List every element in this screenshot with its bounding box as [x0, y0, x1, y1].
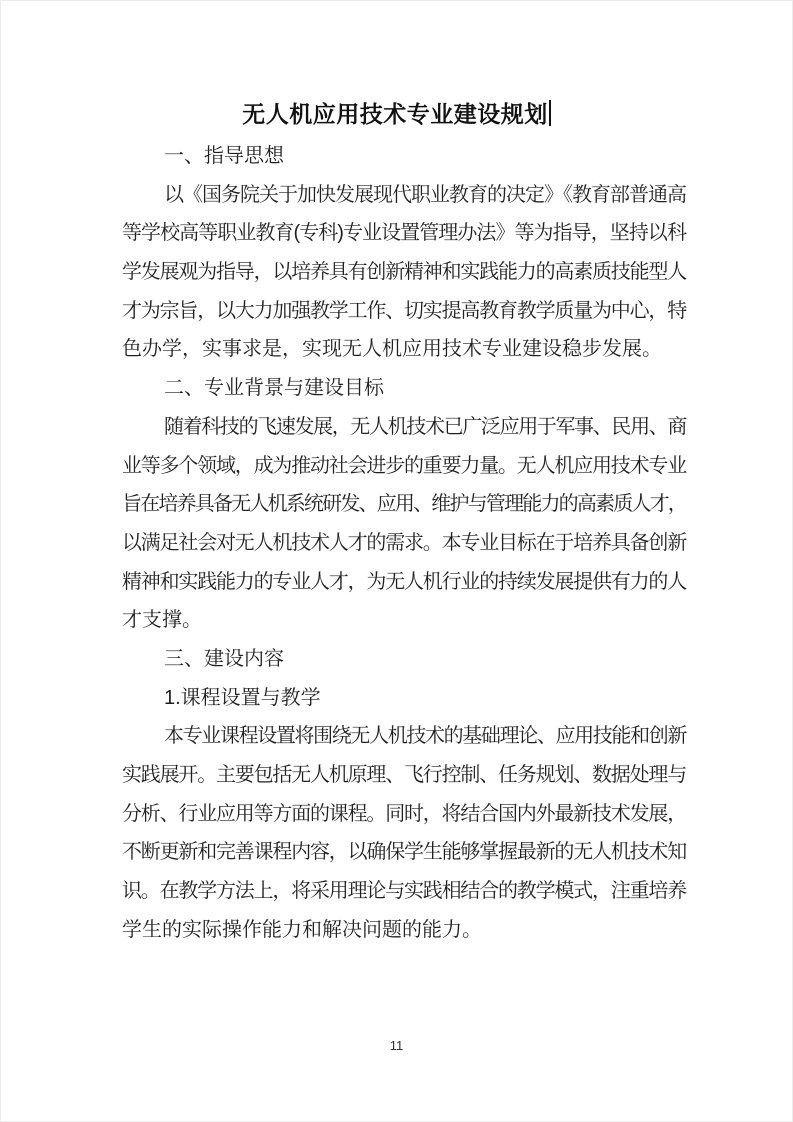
body-line-text: 本专业课程设置将围绕无人机技术的基础理论、应用技能和创新	[164, 725, 686, 748]
body-line-text: 以满足社会对无人机技术人才的需求。本专业目标在于培养具备创新	[122, 531, 686, 554]
body-line	[122, 833, 686, 872]
body-line	[122, 292, 686, 331]
body-line	[122, 717, 686, 756]
body-line-text: 业等多个领域，成为推动社会进步的重要力量。无人机应用技术专业	[122, 454, 686, 477]
body-line	[122, 253, 686, 292]
page-number: 11	[389, 1038, 404, 1053]
section-heading-1: 一、指导思想	[164, 145, 284, 167]
body-line-text: 才为宗旨，以大力加强教学工作、切实提高教育教学质量为中心，特	[122, 299, 686, 322]
section-subheading: 1.课程设置与教学	[164, 686, 321, 709]
body-line-text: 实践展开。主要包括无人机原理、飞行控制、任务规划、数据处理与	[122, 764, 686, 786]
body-line-text: 识。在教学方法上，将采用理论与实践相结合的教学模式，注重培养	[122, 880, 686, 903]
body-line	[122, 872, 686, 911]
body-line-text: 以《国务院关于加快发展现代职业教育的决定》《教育部普通高	[164, 183, 686, 206]
section-heading-3: 三、建设内容	[164, 647, 284, 670]
body-line	[122, 756, 686, 795]
body-line-text: 精神和实践能力的专业人才，为无人机行业的持续发展提供有力的人	[122, 570, 686, 593]
document-title-text: 无人机应用技术专业建设规划	[242, 101, 548, 127]
section-heading-2: 二、专业背景与建设目标	[164, 377, 384, 400]
document-title	[1, 97, 792, 131]
body-line-text: 学发展观为指导，以培养具有创新精神和实践能力的高素质技能型人	[122, 261, 686, 284]
body-line	[122, 214, 686, 253]
body-line-text: 学生的实际操作能力和解决问题的能力。	[122, 918, 482, 941]
page-footer	[1, 1038, 792, 1054]
body-line	[122, 563, 686, 602]
body-line	[122, 408, 686, 447]
body-line	[122, 795, 686, 834]
body-line	[122, 911, 686, 950]
body-line-text: 不断更新和完善课程内容，以确保学生能够掌握最新的无人机技术知	[122, 841, 686, 864]
document-body	[122, 137, 686, 949]
body-line	[122, 485, 686, 524]
body-line-text: 旨在培养具备无人机系统研发、应用、维护与管理能力的高素质人才，	[122, 493, 686, 516]
body-line	[122, 601, 686, 640]
body-line-text: 色办学，实事求是，实现无人机应用技术专业建设稳步发展。	[122, 338, 662, 361]
body-line	[122, 330, 686, 369]
body-line-text: 等学校高等职业教育(专科)专业设置管理办法》等为指导，坚持以科	[122, 222, 686, 245]
body-line-text: 分析、行业应用等方面的课程。同时，将结合国内外最新技术发展，	[122, 802, 686, 825]
body-line	[122, 447, 686, 486]
body-line	[122, 524, 686, 563]
body-line-text: 随着科技的飞速发展，无人机技术已广泛应用于军事、民用、商	[164, 415, 686, 438]
body-line	[122, 176, 686, 215]
body-line-text: 才支撑。	[122, 609, 202, 632]
text-cursor	[549, 100, 551, 126]
